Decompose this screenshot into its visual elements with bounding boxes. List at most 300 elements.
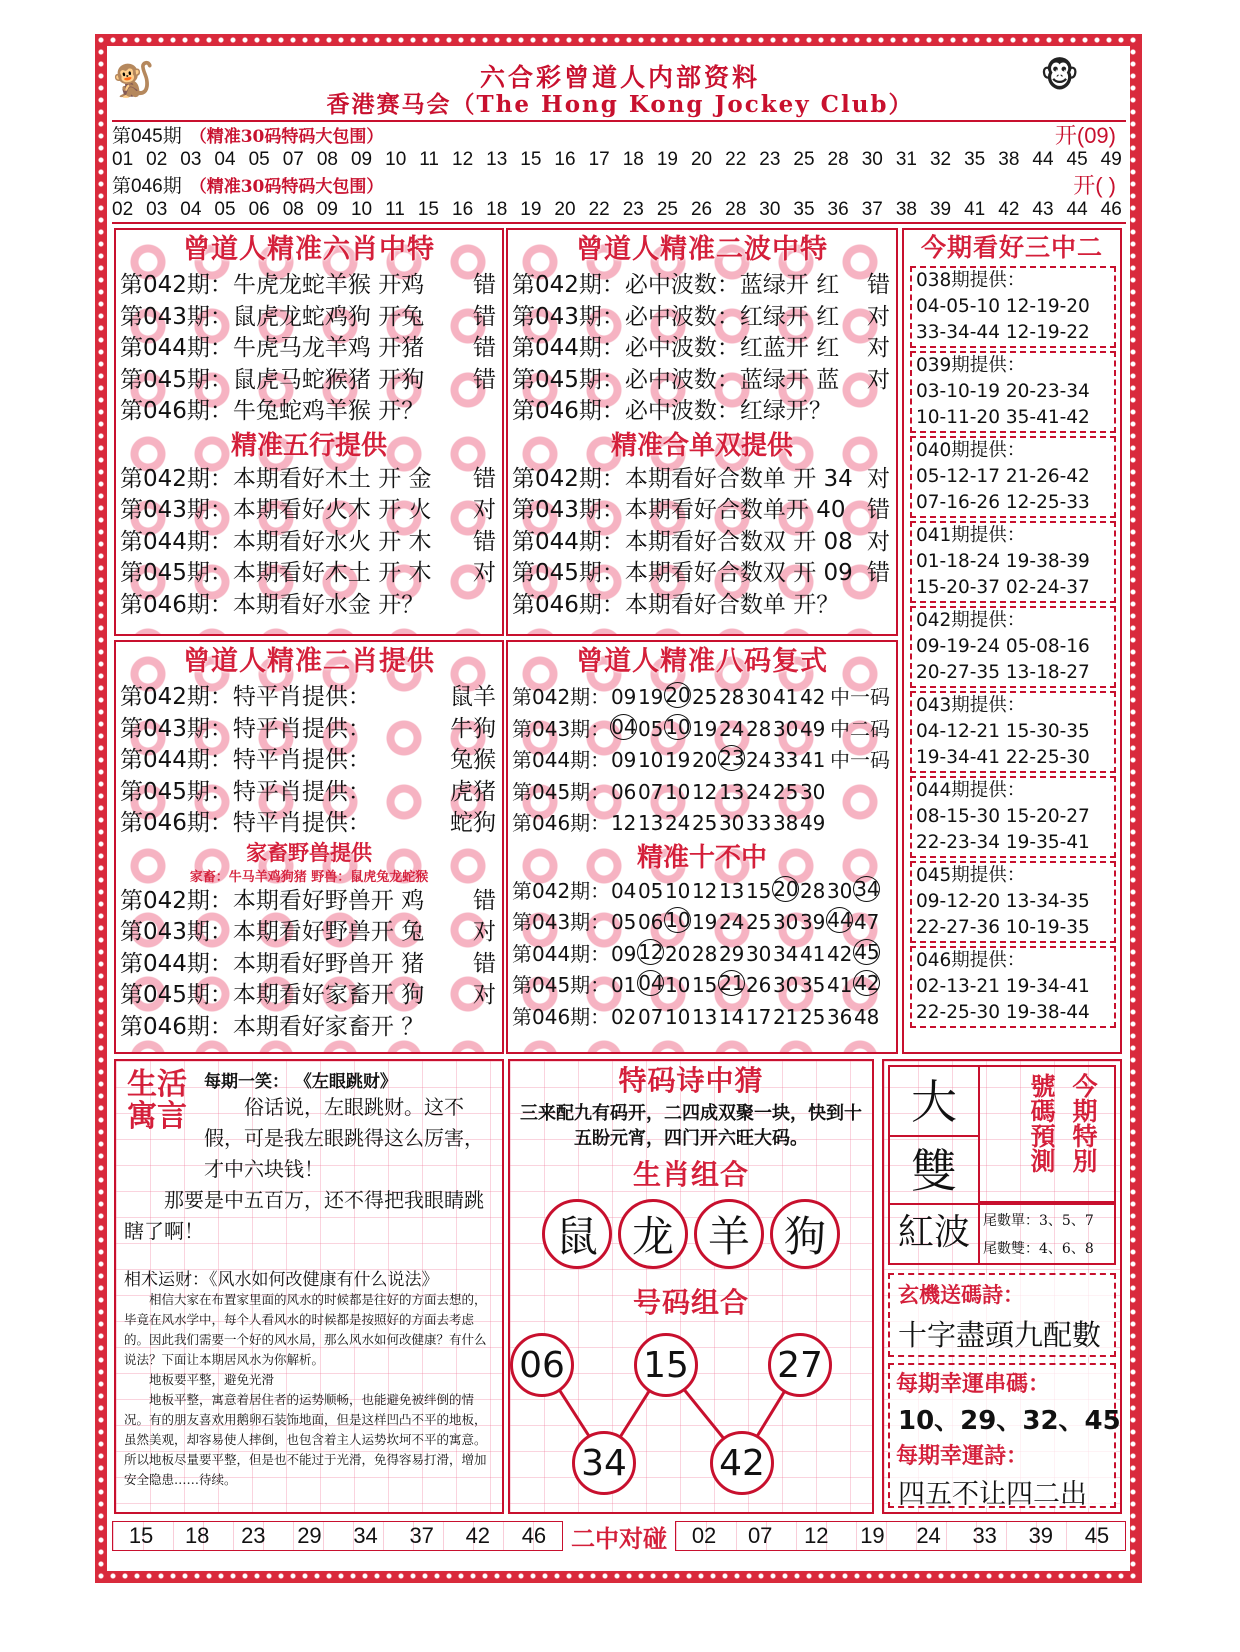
provide-group bbox=[910, 521, 1116, 603]
number-item: 19 bbox=[860, 1523, 885, 1548]
number-item: 02 bbox=[146, 148, 168, 170]
table-row bbox=[116, 777, 502, 809]
issue-label: 第044期： bbox=[120, 950, 233, 977]
row-text: 本期看好木土 开 金 bbox=[232, 465, 432, 492]
eight-codes-panel bbox=[506, 640, 898, 1054]
combo-number: 15 bbox=[634, 1333, 698, 1397]
number-item: 18 bbox=[184, 1523, 210, 1548]
number-item: 25 bbox=[745, 910, 772, 934]
issue-label: 第043期： bbox=[120, 303, 233, 330]
page-subtitle: 香港赛马会（The Hong Kong Jockey Club） bbox=[326, 91, 914, 118]
number-item: 31 bbox=[895, 148, 917, 170]
number-item: 01 bbox=[112, 148, 134, 170]
table-row bbox=[508, 590, 896, 622]
table-row bbox=[508, 777, 896, 809]
row-result bbox=[890, 808, 896, 840]
group-label: 038期提供： bbox=[916, 270, 1026, 291]
number-item: 17 bbox=[588, 148, 610, 170]
row-result: 错 bbox=[473, 528, 496, 555]
joke-text: 俗话说，左眼跳财。这不假，可是我左眼跳得这么厉害，才中六块钱！ bbox=[204, 1095, 484, 1181]
table-row bbox=[116, 527, 502, 559]
row-result bbox=[890, 396, 896, 428]
row-result: 中一码 bbox=[830, 748, 890, 772]
number-item: 13 bbox=[637, 811, 664, 835]
issue-label: 第046期： bbox=[512, 398, 625, 424]
row-result: 错 bbox=[473, 366, 496, 393]
table-row bbox=[116, 1012, 502, 1044]
table-row bbox=[116, 365, 502, 397]
row-text: 本期看好木土 开 木 bbox=[232, 560, 432, 586]
table-row bbox=[508, 464, 896, 496]
number-item: 13 bbox=[691, 1004, 718, 1029]
table-row bbox=[116, 980, 502, 1012]
number-item: 06 bbox=[610, 779, 637, 804]
panel-subtitle: 精准十不中 bbox=[636, 842, 767, 873]
mystic-poem: 十字盡頭九配數 bbox=[898, 1318, 1102, 1352]
issue-label: 第044期： bbox=[512, 335, 625, 361]
issue-label: 第042期： bbox=[512, 685, 611, 709]
number-item: 38 bbox=[895, 198, 917, 220]
table-row bbox=[508, 876, 896, 908]
table-row bbox=[116, 590, 502, 622]
number-item: 23 bbox=[719, 746, 745, 770]
row-result bbox=[496, 1012, 502, 1044]
group-l2: 22-23-34 19-35-41 bbox=[916, 832, 1090, 853]
number-item: 23 bbox=[622, 198, 644, 220]
number-item: 11 bbox=[419, 148, 439, 170]
number-item: 13 bbox=[718, 878, 745, 903]
provide-group bbox=[910, 266, 1116, 348]
number-item: 20 bbox=[691, 748, 718, 772]
number-item: 14 bbox=[718, 1004, 745, 1029]
number-item: 02 bbox=[610, 1004, 637, 1029]
row-result: 对 bbox=[473, 919, 496, 945]
fable-logo: 生活寓言 bbox=[127, 1067, 187, 1134]
issue-label: 第045期： bbox=[120, 366, 233, 393]
zodiac-item: 鼠 bbox=[542, 1199, 612, 1269]
number-item: 01 bbox=[610, 973, 637, 997]
poem-text: 三来配九有码开，二四成双聚一块，快到十五盼元宵，四门开六旺大码。 bbox=[520, 1103, 862, 1149]
number-item: 21 bbox=[719, 971, 745, 995]
row-result: 牛狗 bbox=[450, 715, 496, 742]
legend: 家畜：牛马羊鸡狗猪 野兽：鼠虎兔龙蛇猴 bbox=[189, 869, 429, 885]
number-item: 05 bbox=[248, 148, 270, 170]
fengshui-title: 相术运财：《风水如何改健康有什么说法》 bbox=[124, 1270, 439, 1290]
number-item: 49 bbox=[799, 716, 826, 741]
group-l1: 08-15-30 15-20-27 bbox=[916, 806, 1090, 827]
row-result: 错 bbox=[867, 497, 890, 523]
provide-group bbox=[910, 351, 1116, 433]
number-item: 25 bbox=[691, 685, 718, 709]
provide-group bbox=[910, 436, 1116, 518]
joke-title: 《左眼跳财》 bbox=[294, 1072, 397, 1092]
row-text: 特平肖提供： bbox=[232, 715, 371, 742]
number-item: 35 bbox=[799, 973, 826, 997]
group-l1: 09-12-20 13-34-35 bbox=[916, 891, 1090, 912]
number-item: 32 bbox=[929, 148, 952, 170]
number-item: 39 bbox=[799, 910, 826, 934]
number-item: 44 bbox=[1032, 148, 1054, 170]
row-result: 中一码 bbox=[830, 685, 890, 709]
poem-title: 特码诗中猜 bbox=[618, 1064, 764, 1097]
number-item: 25 bbox=[793, 148, 815, 170]
number-item: 10 bbox=[385, 148, 407, 170]
number-item: 28 bbox=[745, 716, 772, 741]
table-row bbox=[508, 682, 896, 714]
number-item: 34 bbox=[854, 876, 880, 901]
lucky-poem: 四五不让四二出 bbox=[898, 1479, 1087, 1510]
row-text: 必中波数：蓝绿开 红 bbox=[624, 272, 840, 298]
issue-label: 第046期： bbox=[120, 398, 233, 424]
issue-label: 第046期： bbox=[120, 1013, 233, 1040]
number-item: 12 bbox=[610, 811, 637, 835]
group-label: 046期提供： bbox=[916, 950, 1026, 971]
lucky-box bbox=[888, 1363, 1121, 1510]
number-item: 41 bbox=[772, 685, 799, 709]
number-item: 20 bbox=[773, 876, 799, 901]
number-item: 34 bbox=[353, 1523, 378, 1548]
group-l2: 20-27-35 13-18-27 bbox=[916, 662, 1090, 683]
panel-subtitle: 精准五行提供 bbox=[230, 430, 387, 461]
bigpack-section bbox=[112, 120, 1126, 224]
row-text: 本期看好野兽开 兔 bbox=[232, 919, 425, 945]
table-row bbox=[116, 302, 502, 334]
pair-strip bbox=[112, 1518, 1126, 1554]
group-label: 042期提供： bbox=[916, 610, 1026, 631]
number-item: 08 bbox=[282, 198, 304, 220]
number-item: 36 bbox=[826, 1004, 853, 1029]
forecast-grid bbox=[888, 1065, 980, 1265]
issue-label: 第043期： bbox=[512, 910, 611, 934]
number-item: 12 bbox=[691, 779, 718, 804]
provide-group bbox=[910, 606, 1116, 688]
row-result bbox=[496, 396, 502, 428]
pair-label: 二中对碰 bbox=[571, 1525, 667, 1553]
table-row bbox=[116, 270, 502, 302]
provide-group bbox=[910, 691, 1116, 773]
issue-label: 第046期 bbox=[112, 176, 182, 197]
row-text: 本期看好合数单 开 34 bbox=[624, 465, 853, 492]
number-item: 29 bbox=[718, 941, 745, 966]
group-l1: 01-18-24 19-38-39 bbox=[916, 551, 1090, 572]
lucky-label: 每期幸運串碼： bbox=[896, 1372, 1051, 1397]
issue-label: 第045期： bbox=[512, 560, 625, 586]
table-row bbox=[116, 333, 502, 365]
number-item: 09 bbox=[610, 941, 637, 966]
issue-label: 第045期 bbox=[112, 126, 182, 147]
row-result: 错 bbox=[473, 303, 496, 330]
issue-label: 第046期： bbox=[120, 591, 233, 618]
number-item: 17 bbox=[745, 1004, 772, 1029]
combo-number: 27 bbox=[768, 1333, 832, 1397]
issue-label: 第042期： bbox=[512, 272, 625, 298]
table-row bbox=[116, 464, 502, 496]
number-item: 28 bbox=[691, 941, 718, 966]
combo-number: 06 bbox=[510, 1333, 574, 1397]
number-item: 07 bbox=[282, 148, 304, 170]
number-item: 45 bbox=[1084, 1523, 1110, 1548]
tail-even: 尾數雙：4、6、8 bbox=[983, 1241, 1094, 1257]
forecast-big: 大 bbox=[890, 1067, 978, 1137]
number-item: 25 bbox=[656, 198, 678, 220]
number-item: 41 bbox=[826, 973, 853, 997]
table-row bbox=[508, 333, 896, 365]
row-result bbox=[496, 590, 502, 622]
number-item: 30 bbox=[861, 148, 883, 170]
open-result: 开( ) bbox=[1073, 173, 1116, 198]
monkey-logo-icon: 🐒 bbox=[112, 60, 155, 100]
number-item: 13 bbox=[718, 779, 745, 804]
number-item: 04 bbox=[180, 198, 202, 220]
row-text: 牛兔蛇鸡羊猴 开？ bbox=[232, 398, 425, 424]
number-item: 24 bbox=[745, 779, 772, 804]
table-row bbox=[116, 949, 502, 981]
group-l2: 33-34-44 12-19-22 bbox=[916, 322, 1090, 343]
issue-label: 第043期： bbox=[512, 303, 625, 330]
number-item: 24 bbox=[718, 910, 745, 934]
number-item: 05 bbox=[214, 198, 236, 220]
number-item: 09 bbox=[610, 748, 637, 772]
row-result: 中二码 bbox=[830, 716, 890, 741]
two-zodiac-panel bbox=[114, 640, 504, 1054]
group-label: 041期提供： bbox=[916, 525, 1026, 546]
number-item: 18 bbox=[622, 148, 644, 170]
group-l2: 22-25-30 19-38-44 bbox=[916, 1002, 1090, 1023]
forecast-wave: 紅波 bbox=[897, 1212, 970, 1253]
number-item: 30 bbox=[759, 198, 781, 220]
table-row bbox=[508, 396, 896, 428]
monkey-figure-icon: 🐵 bbox=[1040, 56, 1080, 96]
group-l2: 10-11-20 35-41-42 bbox=[916, 407, 1090, 428]
table-row bbox=[116, 396, 502, 428]
pair-numbers-left bbox=[112, 1521, 563, 1551]
row-text: 本期看好家畜开 ？ bbox=[232, 1013, 425, 1040]
number-line bbox=[112, 197, 1126, 222]
number-item: 05 bbox=[610, 910, 637, 934]
group-l1: 04-12-21 15-30-35 bbox=[916, 721, 1090, 742]
table-row bbox=[508, 970, 896, 1002]
number-item: 03 bbox=[180, 148, 202, 170]
number-item: 22 bbox=[725, 148, 747, 170]
number-item: 30 bbox=[826, 878, 853, 903]
group-label: 039期提供： bbox=[916, 355, 1026, 376]
number-item: 42 bbox=[998, 198, 1020, 220]
table-row bbox=[116, 495, 502, 527]
number-item: 28 bbox=[799, 878, 826, 903]
number-item: 39 bbox=[929, 198, 952, 220]
row-text: 本期看好合数单 开？ bbox=[624, 591, 840, 618]
table-row bbox=[508, 907, 896, 939]
table-row bbox=[116, 917, 502, 949]
poem-panel bbox=[508, 1059, 874, 1514]
issue-label: 第043期： bbox=[120, 497, 233, 523]
number-item: 25 bbox=[772, 779, 799, 804]
row-result: 鼠羊 bbox=[450, 684, 496, 710]
number-item: 03 bbox=[146, 198, 168, 220]
number-item: 10 bbox=[664, 973, 691, 997]
number-item: 39 bbox=[1028, 1523, 1054, 1548]
number-item: 28 bbox=[725, 198, 747, 220]
table-row bbox=[508, 808, 896, 840]
panel-title: 曾道人精准二波中特 bbox=[576, 234, 828, 265]
tail-odd: 尾數單：3、5、7 bbox=[983, 1213, 1094, 1229]
number-item: 19 bbox=[520, 198, 542, 220]
row-result: 错 bbox=[473, 335, 496, 361]
number-item: 10 bbox=[664, 878, 691, 903]
row-text: 鼠虎龙蛇鸡狗 开兔 bbox=[232, 303, 425, 330]
zodiac-combo bbox=[510, 1199, 872, 1277]
number-item: 35 bbox=[964, 148, 986, 170]
group-l2: 07-16-26 12-25-33 bbox=[916, 492, 1090, 513]
row-result: 错 bbox=[473, 465, 496, 492]
number-item: 10 bbox=[350, 198, 373, 220]
row-result: 错 bbox=[473, 887, 496, 914]
number-item: 19 bbox=[637, 685, 664, 709]
number-item: 16 bbox=[452, 198, 474, 220]
number-item: 10 bbox=[664, 1004, 691, 1029]
panel-title: 曾道人精准六肖中特 bbox=[183, 234, 435, 265]
zodiac-item: 龙 bbox=[618, 1199, 688, 1269]
mystic-label: 玄機送碼詩： bbox=[898, 1283, 1024, 1307]
row-result: 对 bbox=[867, 366, 890, 393]
panel-title: 曾道人精准二肖提供 bbox=[183, 646, 435, 677]
forecast-panel bbox=[882, 1059, 1122, 1514]
forecast-double: 雙 bbox=[890, 1137, 978, 1205]
row-result: 对 bbox=[867, 303, 890, 330]
group-label: 045期提供： bbox=[916, 865, 1026, 886]
number-item: 33 bbox=[745, 811, 772, 835]
tail-box bbox=[980, 1203, 1116, 1265]
group-l1: 09-19-24 05-08-16 bbox=[916, 636, 1090, 657]
number-item: 42 bbox=[799, 685, 826, 709]
issue-label: 第045期： bbox=[512, 973, 611, 997]
issue-label: 第046期： bbox=[512, 1004, 611, 1029]
panel-title: 曾道人精准八码复式 bbox=[576, 646, 828, 677]
number-item: 49 bbox=[1100, 148, 1122, 170]
number-item: 30 bbox=[772, 910, 799, 934]
number-item: 37 bbox=[409, 1523, 434, 1548]
row-text: 特平肖提供： bbox=[232, 747, 371, 773]
number-item: 49 bbox=[799, 811, 826, 835]
row-result: 蛇狗 bbox=[450, 810, 496, 836]
number-line bbox=[112, 147, 1126, 172]
table-row bbox=[116, 808, 502, 840]
row-text: 牛虎马龙羊鸡 开猪 bbox=[232, 335, 425, 361]
table-row bbox=[116, 745, 502, 777]
number-item: 36 bbox=[827, 198, 849, 220]
number-item: 16 bbox=[554, 148, 576, 170]
number-item: 07 bbox=[747, 1523, 773, 1548]
number-item: 25 bbox=[799, 1004, 826, 1029]
fengshui-text-2: 地板平整，寓意着居住者的运势顺畅，也能避免被绊倒的情况。有的朋友喜欢用鹅卵石装饰地面，但是这样凹凸不平的地板，虽然美观，却容易使人摔倒，也包含着主人运势坎坷不平的寓意。所以地板尽量要平整，但是也不能过于光滑，免得容易打滑，增加安全隐患……待续。 bbox=[124, 1392, 487, 1487]
group-l2: 22-27-36 10-19-35 bbox=[916, 917, 1090, 938]
group-l2: 19-34-41 22-25-30 bbox=[916, 747, 1090, 768]
number-item: 44 bbox=[827, 908, 853, 932]
row-text: 必中波数：红绿开？ bbox=[624, 398, 832, 424]
number-item: 45 bbox=[854, 939, 880, 964]
issue-label: 第044期： bbox=[512, 941, 611, 966]
number-item: 45 bbox=[1066, 148, 1088, 170]
mystic-box bbox=[888, 1273, 1116, 1357]
provide-group bbox=[910, 776, 1116, 858]
table-row bbox=[116, 714, 502, 746]
row-result: 错 bbox=[473, 272, 496, 298]
number-item: 25 bbox=[691, 811, 718, 835]
number-item: 02 bbox=[691, 1523, 717, 1548]
issue-label: 第044期： bbox=[120, 528, 233, 555]
row-result: 对 bbox=[867, 528, 890, 555]
number-item: 26 bbox=[745, 973, 772, 997]
number-item: 41 bbox=[799, 748, 826, 772]
table-row bbox=[508, 714, 896, 746]
row-text: 本期看好合数单开 40 bbox=[624, 497, 846, 523]
number-item: 13 bbox=[486, 148, 508, 170]
joke-text-2: 那要是中五百万，还不得把我眼睛跳瞎了啊！ bbox=[124, 1188, 484, 1243]
number-item: 38 bbox=[998, 148, 1020, 170]
two-wave-panel bbox=[506, 228, 898, 636]
row-text: 本期看好合数双 开 09 bbox=[624, 560, 853, 586]
number-item: 12 bbox=[638, 939, 664, 964]
panel-subtitle: 精准合单双提供 bbox=[610, 430, 793, 461]
number-item: 12 bbox=[804, 1523, 829, 1548]
issue-label: 第045期： bbox=[120, 982, 233, 1008]
issue-label: 第043期： bbox=[120, 715, 233, 742]
number-item: 12 bbox=[691, 878, 718, 903]
joke-label: 每期一笑： bbox=[204, 1072, 289, 1092]
number-item: 04 bbox=[638, 971, 664, 995]
table-row bbox=[116, 682, 502, 714]
number-item: 04 bbox=[214, 148, 236, 170]
row-text: 本期看好家畜开 狗 bbox=[232, 982, 425, 1008]
row-result: 对 bbox=[473, 560, 496, 586]
number-item: 20 bbox=[665, 683, 691, 707]
row-text: 必中波数：红绿开 红 bbox=[624, 303, 840, 330]
number-item: 48 bbox=[853, 1004, 880, 1029]
number-combo-title: 号码组合 bbox=[632, 1286, 749, 1319]
table-row bbox=[508, 939, 896, 971]
group-l1: 02-13-21 19-34-41 bbox=[916, 976, 1090, 997]
issue-label: 第044期： bbox=[512, 528, 625, 555]
row-result: 对 bbox=[473, 497, 496, 523]
table-row bbox=[508, 1002, 896, 1034]
row-text: 本期看好水金 开？ bbox=[232, 591, 425, 618]
number-item: 41 bbox=[799, 941, 826, 966]
issue-note: （精准30码特码大包围） bbox=[189, 127, 384, 147]
open-result: 开(09) bbox=[1054, 123, 1116, 148]
row-text: 本期看好野兽开 鸡 bbox=[232, 887, 425, 914]
table-row bbox=[508, 270, 896, 302]
number-item: 30 bbox=[718, 811, 745, 835]
number-item: 15 bbox=[417, 198, 439, 220]
number-item: 46 bbox=[1100, 198, 1122, 220]
number-item: 30 bbox=[745, 941, 772, 966]
number-item: 05 bbox=[637, 878, 664, 903]
table-row bbox=[116, 886, 502, 918]
number-item: 42 bbox=[826, 941, 853, 966]
number-item: 28 bbox=[718, 685, 745, 709]
row-text: 本期看好野兽开 猪 bbox=[232, 950, 425, 977]
forecast-heading: 今期特別號碼預測 bbox=[980, 1065, 1116, 1203]
table-row bbox=[508, 302, 896, 334]
number-item: 18 bbox=[486, 198, 508, 220]
issue-label: 第043期： bbox=[512, 716, 611, 741]
number-item: 12 bbox=[452, 148, 474, 170]
number-item: 15 bbox=[128, 1523, 154, 1548]
number-item: 20 bbox=[690, 148, 713, 170]
row-text: 牛虎龙蛇羊猴 开鸡 bbox=[232, 272, 425, 298]
number-item: 09 bbox=[350, 148, 373, 170]
zodiac-item: 狗 bbox=[770, 1199, 840, 1269]
